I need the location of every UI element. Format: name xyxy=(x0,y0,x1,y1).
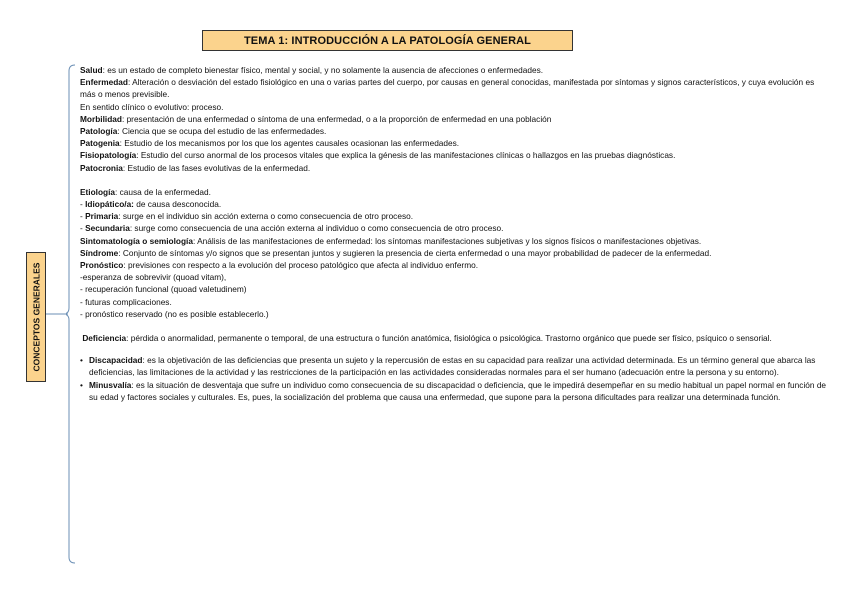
def-morbilidad xyxy=(80,113,830,125)
definition-text: : Ciencia que se ocupa del estudio de las enfermedades. xyxy=(117,126,327,137)
prefix: - xyxy=(80,199,86,210)
pronostico-item: - recuperación funcional (quoad valetudinem) xyxy=(80,284,247,295)
definition-text: : surge en el individuo sin acción externa o como consecuencia de otro proceso. xyxy=(118,211,414,222)
term: Deficiencia xyxy=(82,333,127,344)
def-minusvalia xyxy=(80,379,830,403)
pronostico-item: -esperanza de sobrevivir (quoad vitam), xyxy=(80,272,227,283)
term: Patocronia xyxy=(80,162,123,173)
def-secundaria xyxy=(80,222,830,234)
term: Salud xyxy=(80,65,103,75)
def-pronostico xyxy=(80,259,830,271)
term: Pronóstico xyxy=(80,260,124,271)
term: Síndrome xyxy=(80,247,119,258)
definition-text: : Análisis de las manifestaciones de enfermedad: los síntomas manifestaciones subjetivas y los signos físicos o manifestaciones objetivas. xyxy=(192,235,702,246)
term: Sintomatología o semiología xyxy=(80,235,193,246)
definition-text: : Estudio de las fases evolutivas de la enfermedad. xyxy=(122,162,311,173)
term: Discapacidad xyxy=(89,355,143,366)
term: Patología xyxy=(80,126,118,137)
term: Fisiopatología xyxy=(80,150,137,161)
def-sindrome xyxy=(80,247,830,259)
definition-text: : es la situación de desventaja que sufre un individuo como consecuencia de su discapacidad o deficiencia, que le impedirá desempeñar en su medio habitual un papel normal en función de su edad y factores sociales y culturales. Es, pues, la socialización del problema que causa una enfermedad, que supone para la persona dificultades para realizar una determinada función. xyxy=(89,379,827,402)
title-text: TEMA 1: INTRODUCCIÓN A LA PATOLOGÍA GENERAL xyxy=(243,34,532,47)
definitions-content xyxy=(80,64,830,403)
definition-text: : previsiones con respecto a la evolución del proceso patológico que afecta al individuo enfermo. xyxy=(123,260,479,271)
term: Morbilidad xyxy=(80,113,122,124)
definition-text: : presentación de una enfermedad o síntoma de una enfermedad, o a la proporción de enfermedad en una población xyxy=(121,113,552,124)
def-primaria xyxy=(80,210,830,222)
definition-text: : causa de la enfermedad. xyxy=(115,186,211,197)
definition-text: : Alteración o desviación del estado fisiológico en una o varias partes del cuerpo, por causas en general conocidas, manifestada por síntomas y signos característicos, y cuya evolución es más o menos previsible. xyxy=(80,77,815,100)
def-deficiencia xyxy=(80,332,830,344)
def-idiopatico xyxy=(80,198,830,210)
def-discapacidad xyxy=(80,354,830,378)
connector-line xyxy=(46,312,68,316)
definition-text: : es un estado de completo bienestar físico, mental y social, y no solamente la ausencia de afecciones o enfermedades. xyxy=(102,65,544,75)
pronostico-item: - pronóstico reservado (no es posible establecerlo.) xyxy=(80,308,269,319)
def-enfermedad-extra: En sentido clínico o evolutivo: proceso. xyxy=(80,101,224,112)
def-fisiopatologia xyxy=(80,149,830,161)
def-sintomatologia xyxy=(80,235,830,247)
term: Enfermedad xyxy=(80,77,128,88)
term: Primaria xyxy=(85,211,119,222)
term: Secundaria xyxy=(85,223,130,234)
def-patocronia xyxy=(80,162,830,174)
definition-text: : Estudio de los mecanismos por los que los agentes causales ocasionan las enfermedades. xyxy=(119,138,460,149)
definition-text: : pérdida o anormalidad, permanente o temporal, de una estructura o función anatómica, fisiológica o psicológica. Trastorno orgánico que puede ser físico, psíquico o sensorial. xyxy=(126,333,772,344)
definition-text: : Conjunto de síntomas y/o signos que se presentan juntos y sugieren la presencia de cierta enfermedad o una mayor probabilidad de padecer de la enfermedad. xyxy=(118,247,712,258)
def-enfermedad xyxy=(80,76,830,100)
def-salud xyxy=(80,64,830,76)
def-patologia xyxy=(80,125,830,137)
definition-text: de causa desconocida. xyxy=(133,199,222,210)
definition-text: : Estudio del curso anormal de los procesos vitales que explica la génesis de las manifestaciones clínicas o hallazgos en las pruebas diagnósticas. xyxy=(136,150,676,161)
definition-text: : surge como consecuencia de una acción externa al individuo o como consecuencia de otro proceso. xyxy=(129,223,504,234)
section-label-text: CONCEPTOS GENERALES xyxy=(31,262,42,372)
term: Idiopático/a: xyxy=(85,199,134,210)
term: Etiología xyxy=(80,186,116,197)
def-patogenia xyxy=(80,137,830,149)
term: Minusvalía xyxy=(89,379,132,390)
prefix: - xyxy=(80,223,86,234)
page-title xyxy=(202,30,573,51)
prefix: - xyxy=(80,211,86,222)
section-label xyxy=(26,252,46,382)
pronostico-item: - futuras complicaciones. xyxy=(80,296,172,307)
definition-text: : es la objetivación de las deficiencias que presenta un sujeto y la repercusión de estas en su capacidad para realizar una actividad determinada. Es un término general que abarca las deficiencias, las limitaciones de la actividad y las restricciones de la participación en las actividades consideradas normales para el ser humano (adecuación entre la persona y su entorno). xyxy=(89,355,816,378)
def-etiologia xyxy=(80,186,830,198)
term: Patogenia xyxy=(80,138,120,149)
